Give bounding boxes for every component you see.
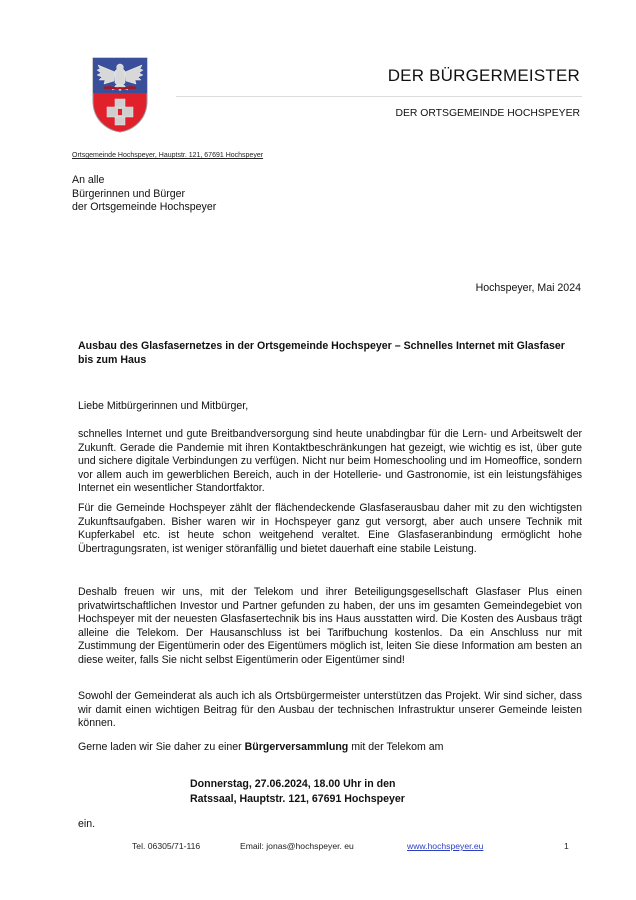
sender-address-line: Ortsgemeinde Hochspeyer, Hauptstr. 121, 67691 Hochspeyer [72, 152, 264, 159]
coat-of-arms-icon [92, 57, 148, 133]
salutation: Liebe Mitbürgerinnen und Mitbürger, [78, 400, 249, 412]
footer-phone: Tel. 06305/71-116 [132, 841, 201, 851]
footer-email: Email: jonas@hochspeyer. eu [240, 841, 354, 851]
letterhead-title: DER BÜRGERMEISTER [387, 66, 580, 85]
body-paragraph: Deshalb freuen wir uns, mit der Telekom und ihrer Beteiligungsgesellschaft Glasfaser Plus einen privatwirtschaftlichen Investor und Partner gefunden zu haben, der uns im gesamten Gemeindegebiet von Hochspeyer mit der neuesten Glasfasertechnik bis ins Haus ausstatten wird. Die Kosten des Ausbaus trägt alleine die Telekom. Der Hausanschluss ist bei Tarifbuchung kostenlos. Da ein Anschluss nur mit Zustimmung der Eigentümerin oder des Eigentümers möglich ist, leiten Sie diese Information am besten an diese weiter, falls Sie nicht selbst Eigentümerin oder Eigentümer sind! [78, 586, 582, 666]
body-paragraph: Sowohl der Gemeinderat als auch ich als Ortsbürgermeister unterstützen das Projekt. Wir sind sicher, dass wir damit einen wichtigen Beitrag für den Ausbau der technischen Infrastruktur unserer Gemeinde leisten können. [78, 690, 582, 729]
invitation-paragraph [78, 741, 582, 755]
recipient-line: der Ortsgemeinde Hochspeyer [72, 201, 217, 213]
footer-website-link[interactable]: www.hochspeyer.eu [407, 841, 484, 851]
letterhead-subtitle: DER ORTSGEMEINDE HOCHSPEYER [395, 108, 580, 119]
event-date-time: Donnerstag, 27.06.2024, 18.00 Uhr in den [190, 778, 396, 790]
body-paragraph: Für die Gemeinde Hochspeyer zählt der flächendeckende Glasfaserausbau daher mit zu den wichtigsten Zukunftsaufgaben. Bisher waren wir in Hochspeyer ganz gut versorgt, aber auch unsere Technik mit Kupferkabel etc. ist heute schon weitgehend veraltet. Eine Glasfaseranbindung ermöglicht hohe Übertragungsraten, ist weniger störanfällig und bietet dauerhaft eine stabile Leistung. [78, 502, 582, 555]
invitation-text: mit der Telekom am [348, 741, 444, 753]
body-paragraph: schnelles Internet und gute Breitbandversorgung sind heute unabdingbar für die Lern- und Arbeitswelt der Zukunft. Gerade die Pandemie mit ihren Kontaktbeschränkungen hat gezeigt, wie wichtig es ist, über gute und sichere digitale Verbindungen zu verfügen. Nicht nur beim Homeschooling und im Homeoffice, sondern vor allem auch im gewerblichen Bereich, auch in der Hotellerie- und Gastronomie, ist ein leistungsfähiges Internet ein wesentlicher Standortfaktor. [78, 428, 582, 494]
event-details [190, 777, 405, 806]
closing-text: ein. [78, 818, 96, 830]
recipient-line: Bürgerinnen und Bürger [72, 187, 186, 200]
recipient-address [72, 174, 216, 215]
invitation-text: Gerne laden wir Sie daher zu einer [78, 741, 245, 753]
place-and-date: Hochspeyer, Mai 2024 [475, 282, 581, 294]
event-location: Ratssaal, Hauptstr. 121, 67691 Hochspeyer [190, 792, 405, 805]
page-number: 1 [564, 841, 569, 851]
header-divider [176, 96, 582, 97]
recipient-line: An alle [72, 174, 105, 186]
letter-subject: Ausbau des Glasfasernetzes in der Ortsgemeinde Hochspeyer – Schnelles Internet mit Glasfaser bis zum Haus [78, 340, 565, 366]
invitation-highlight: Bürgerversammlung [244, 741, 349, 753]
